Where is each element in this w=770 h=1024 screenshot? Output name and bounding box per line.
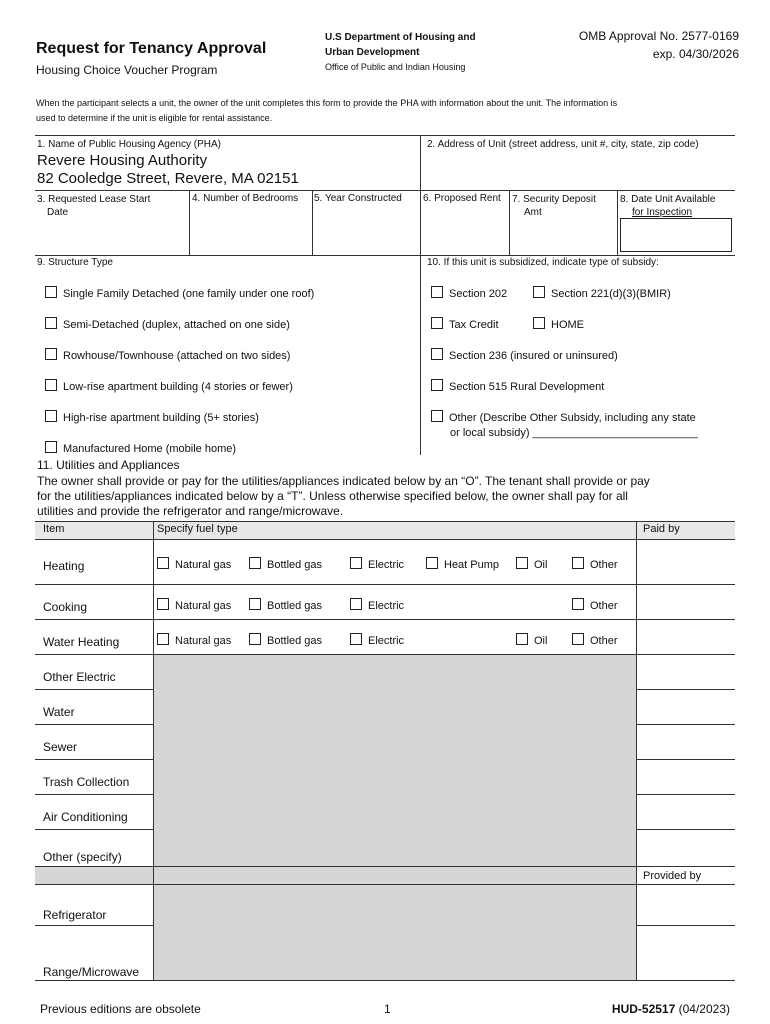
item-cooking: Cooking <box>43 600 88 614</box>
col-header-provided-by: Provided by <box>643 870 702 882</box>
heating-natural-gas[interactable]: Natural gas <box>157 557 231 571</box>
heating-heat-pump[interactable]: Heat Pump <box>426 557 499 571</box>
intro-line-1: When the participant selects a unit, the owner of the unit completes this form to provide the PHA with information about the unit. The information is <box>36 98 618 108</box>
checkbox[interactable] <box>572 557 584 569</box>
rule <box>617 190 618 255</box>
item-refrigerator: Refrigerator <box>43 908 107 922</box>
field-1-label: 1. Name of Public Housing Agency (PHA) <box>37 139 221 150</box>
office-name: Office of Public and Indian Housing <box>325 62 466 72</box>
structure-option-single-family[interactable]: Single Family Detached (one family under one roof) <box>45 286 314 300</box>
checkbox[interactable] <box>45 441 57 453</box>
subsidy-section-236[interactable]: Section 236 (insured or uninsured) <box>431 348 618 362</box>
utilities-heading: 11. Utilities and Appliances <box>37 458 180 472</box>
rule <box>35 925 153 926</box>
field-2-label: 2. Address of Unit (street address, unit #, city, state, zip code) <box>427 139 699 150</box>
checkbox[interactable] <box>431 348 443 360</box>
heating-other[interactable]: Other <box>572 557 618 571</box>
heating-bottled-gas[interactable]: Bottled gas <box>249 557 322 571</box>
heating-electric[interactable]: Electric <box>350 557 404 571</box>
rule <box>35 255 735 256</box>
rule <box>35 884 735 885</box>
col-header-item: Item <box>43 523 65 535</box>
checkbox[interactable] <box>431 379 443 391</box>
checkbox[interactable] <box>45 286 57 298</box>
cooking-natural-gas[interactable]: Natural gas <box>157 598 231 612</box>
checkbox[interactable] <box>516 633 528 645</box>
structure-option-semi-detached[interactable]: Semi-Detached (duplex, attached on one side) <box>45 317 290 331</box>
rule <box>35 584 735 585</box>
form-id: HUD-52517 <box>611 1002 676 1016</box>
rule <box>35 866 735 867</box>
form-number <box>612 1002 730 1016</box>
checkbox[interactable] <box>431 286 443 298</box>
subsidy-tax-credit[interactable]: Tax Credit <box>431 317 499 331</box>
checkbox[interactable] <box>249 633 261 645</box>
rule <box>420 255 421 455</box>
cooking-other[interactable]: Other <box>572 598 618 612</box>
checkbox[interactable] <box>249 598 261 610</box>
heating-oil[interactable]: Oil <box>516 557 547 571</box>
checkbox[interactable] <box>516 557 528 569</box>
subsidy-other[interactable]: Other (Describe Other Subsidy, including any state or local subsidy) ___________________________ <box>431 410 698 441</box>
item-sewer: Sewer <box>43 740 78 754</box>
subsidy-home[interactable]: HOME <box>533 317 584 331</box>
subsidy-section-515[interactable]: Section 515 Rural Development <box>431 379 604 393</box>
checkbox[interactable] <box>157 557 169 569</box>
checkbox[interactable] <box>572 633 584 645</box>
shaded-area <box>154 654 636 980</box>
field-6-label: 6. Proposed Rent <box>423 193 501 204</box>
structure-option-rowhouse[interactable]: Rowhouse/Townhouse (attached on two sides) <box>45 348 290 362</box>
form-date: (04/2023) <box>678 1002 730 1016</box>
checkbox[interactable] <box>45 379 57 391</box>
rule <box>35 794 153 795</box>
field-7-label: 7. Security Deposit Amt <box>512 194 596 218</box>
cooking-electric[interactable]: Electric <box>350 598 404 612</box>
date-available-input[interactable] <box>620 218 732 252</box>
water-heating-electric[interactable]: Electric <box>350 633 404 647</box>
checkbox[interactable] <box>45 410 57 422</box>
col-header-paid-by: Paid by <box>643 523 680 535</box>
checkbox[interactable] <box>157 598 169 610</box>
department-name <box>325 30 476 60</box>
cooking-bottled-gas[interactable]: Bottled gas <box>249 598 322 612</box>
field-8-label: 8. Date Unit Available for Inspection <box>620 194 716 218</box>
utilities-instructions: The owner shall provide or pay for the utilities/appliances indicated below by an “O”. The tenant shall provide or pay for the utilities/appliances indicated below by a “T”. Unless otherwise specified below, the owner shall pay for all utilities and provide the refrigerator and range/microwave. <box>37 474 650 518</box>
checkbox[interactable] <box>350 557 362 569</box>
rule <box>636 925 735 926</box>
pha-name-value[interactable]: Revere Housing Authority <box>37 152 208 169</box>
rule <box>35 619 735 620</box>
col-header-fuel: Specify fuel type <box>157 523 238 535</box>
rule <box>35 135 735 136</box>
rule <box>636 794 735 795</box>
item-other-specify: Other (specify) <box>43 850 122 864</box>
rule <box>35 654 735 655</box>
rule <box>189 190 190 255</box>
rule <box>35 829 153 830</box>
page-number: 1 <box>384 1002 391 1016</box>
rule <box>636 521 637 981</box>
rule <box>420 190 735 191</box>
checkbox[interactable] <box>572 598 584 610</box>
intro-text <box>36 96 741 126</box>
water-heating-natural-gas[interactable]: Natural gas <box>157 633 231 647</box>
checkbox[interactable] <box>431 317 443 329</box>
utilities-table-header <box>35 521 735 540</box>
department-line-1: U.S Department of Housing and <box>325 32 476 43</box>
subsidy-section-202[interactable]: Section 202 <box>431 286 507 300</box>
rule <box>35 190 420 191</box>
subsidy-label: 10. If this unit is subsidized, indicate type of subsidy: <box>427 257 659 268</box>
footer-obsolete-note: Previous editions are obsolete <box>40 1002 201 1016</box>
checkbox[interactable] <box>249 557 261 569</box>
checkbox[interactable] <box>426 557 438 569</box>
checkbox[interactable] <box>431 410 443 422</box>
department-line-2: Urban Development <box>325 47 420 58</box>
item-heating: Heating <box>43 559 85 573</box>
field-3-label: 3. Requested Lease Start Date <box>37 194 151 218</box>
rule <box>420 135 421 255</box>
item-air-conditioning: Air Conditioning <box>43 810 128 824</box>
structure-option-manufactured[interactable]: Manufactured Home (mobile home) <box>45 441 236 455</box>
shaded-area <box>35 867 153 884</box>
rule <box>636 689 735 690</box>
field-5-label: 5. Year Constructed <box>314 193 402 204</box>
item-water-heating: Water Heating <box>43 635 120 649</box>
checkbox[interactable] <box>45 317 57 329</box>
rule <box>35 689 153 690</box>
rule <box>35 759 153 760</box>
item-other-electric: Other Electric <box>43 670 116 684</box>
water-heating-oil[interactable]: Oil <box>516 633 547 647</box>
checkbox[interactable] <box>350 598 362 610</box>
structure-type-label: 9. Structure Type <box>37 257 113 268</box>
omb-expiration: exp. 04/30/2026 <box>652 47 739 61</box>
rule <box>35 724 153 725</box>
water-heating-other[interactable]: Other <box>572 633 618 647</box>
form-title: Request for Tenancy Approval <box>36 40 267 57</box>
checkbox[interactable] <box>157 633 169 645</box>
rule <box>312 190 313 255</box>
rule <box>35 980 735 981</box>
unit-address-field[interactable] <box>422 152 734 188</box>
rule <box>636 724 735 725</box>
form-subtitle: Housing Choice Voucher Program <box>36 63 218 77</box>
item-trash-collection: Trash Collection <box>43 775 130 789</box>
water-heating-bottled-gas[interactable]: Bottled gas <box>249 633 322 647</box>
structure-option-low-rise[interactable]: Low-rise apartment building (4 stories or fewer) <box>45 379 293 393</box>
rule <box>636 759 735 760</box>
item-range-microwave: Range/Microwave <box>43 965 140 979</box>
rule <box>509 190 510 255</box>
field-4-label: 4. Number of Bedrooms <box>192 193 299 204</box>
checkbox[interactable] <box>533 286 545 298</box>
subsidy-section-221[interactable]: Section 221(d)(3)(BMIR) <box>533 286 671 300</box>
checkbox[interactable] <box>45 348 57 360</box>
pha-address-value[interactable]: 82 Cooledge Street, Revere, MA 02151 <box>37 170 299 187</box>
item-water: Water <box>43 705 75 719</box>
structure-option-high-rise[interactable]: High-rise apartment building (5+ stories) <box>45 410 259 424</box>
checkbox[interactable] <box>350 633 362 645</box>
checkbox[interactable] <box>533 317 545 329</box>
omb-approval: OMB Approval No. 2577-0169 <box>578 29 739 43</box>
rule <box>636 829 735 830</box>
intro-line-2: used to determine if the unit is eligible for rental assistance. <box>36 113 273 123</box>
